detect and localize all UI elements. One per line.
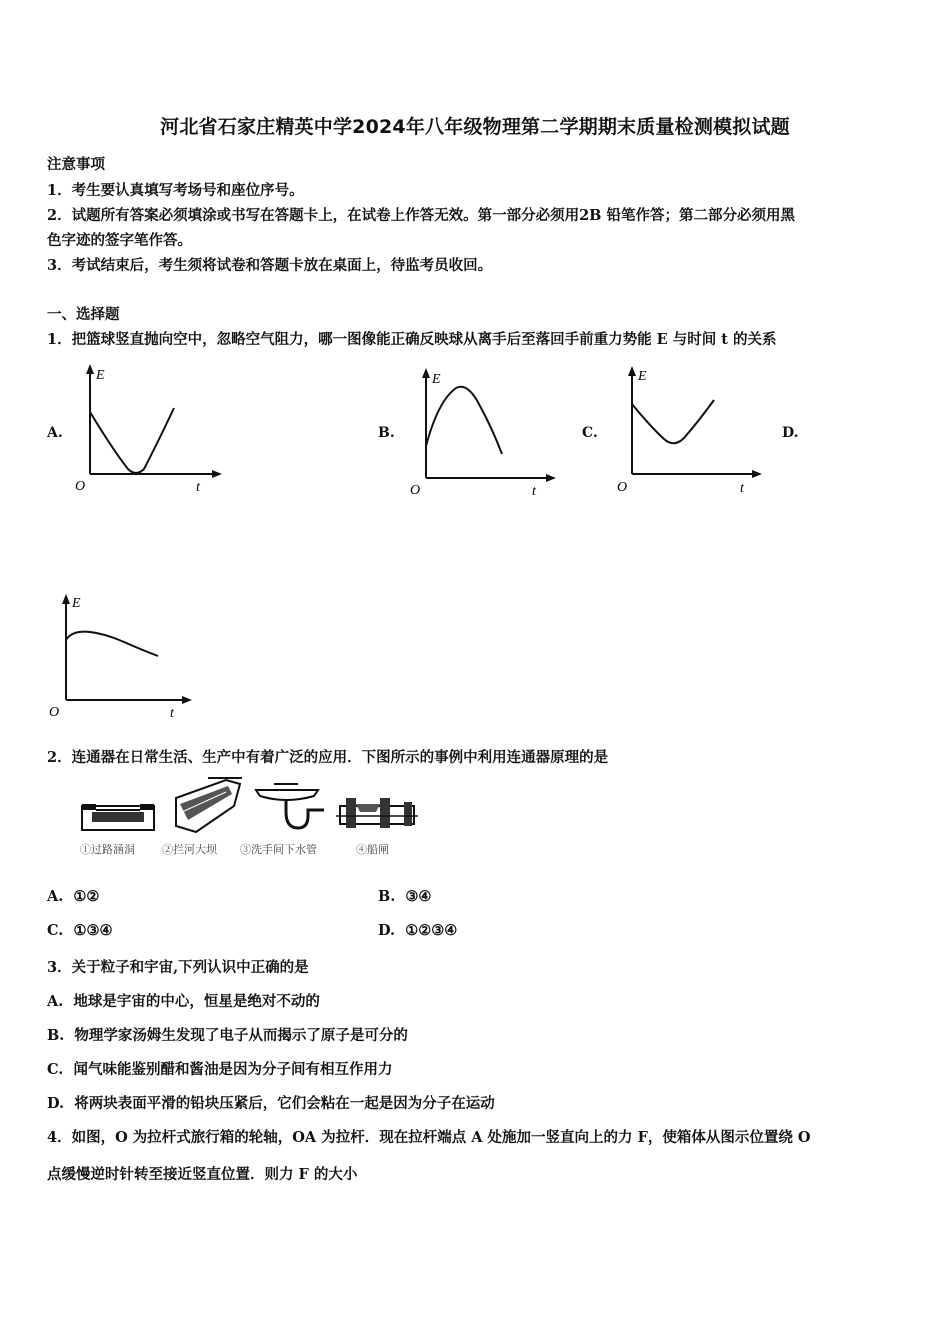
caption-culvert: ①过路涵洞 xyxy=(80,843,135,856)
option-letter: C. xyxy=(47,1061,64,1078)
axis-label-t: t xyxy=(170,706,174,721)
q2-option-b xyxy=(378,888,431,905)
graph-c xyxy=(610,364,770,499)
culvert-picture xyxy=(82,804,154,830)
q2-option-c xyxy=(47,922,112,939)
option-text: ③④ xyxy=(405,888,432,905)
option-letter: D. xyxy=(378,922,396,939)
graph-d xyxy=(44,592,204,722)
origin-label: O xyxy=(75,479,86,494)
axis-label-e: E xyxy=(432,372,441,387)
option-text: ①② xyxy=(73,888,100,905)
option-letter: B. xyxy=(378,888,396,905)
option-text: 物理学家汤姆生发现了电子从而揭示了原子是可分的 xyxy=(74,1027,408,1044)
caption-dam: ②拦河大坝 xyxy=(162,843,217,856)
page-title: 河北省石家庄精英中学2024年八年级物理第二学期期末质量检测模拟试题 xyxy=(160,116,790,138)
question-1: 1．把篮球竖直抛向空中，忽略空气阻力，哪一图像能正确反映球从离手后至落回手前重力势能 E 与时间 t 的关系 xyxy=(47,331,777,348)
question-3: 3．关于粒子和宇宙,下列认识中正确的是 xyxy=(47,959,309,976)
q2-option-d xyxy=(378,922,457,939)
section-heading: 一、选择题 xyxy=(47,306,120,323)
origin-label: O xyxy=(49,705,60,720)
graph-b xyxy=(404,366,564,501)
option-text: 将两块表面平滑的铅块压紧后，它们会粘在一起是因为分子在运动 xyxy=(74,1095,495,1112)
q2-illustrations xyxy=(78,776,423,842)
q2-option-a xyxy=(47,888,99,905)
axis-label-e: E xyxy=(96,368,105,383)
origin-label: O xyxy=(410,483,421,498)
ship-lock-picture xyxy=(336,798,418,828)
q1-option-c-label: C. xyxy=(582,425,598,441)
q3-option-a xyxy=(47,990,320,1011)
option-letter: C. xyxy=(47,922,64,939)
q3-option-d xyxy=(47,1092,495,1113)
axis-label-t: t xyxy=(196,480,200,495)
q3-option-b xyxy=(47,1024,408,1045)
option-text: ①②③④ xyxy=(405,922,458,939)
option-letter: A. xyxy=(47,993,64,1010)
question-2: 2．连通器在日常生活、生产中有着广泛的应用．下图所示的事例中利用连通器原理的是 xyxy=(47,749,609,766)
q3-option-c xyxy=(47,1058,392,1079)
option-text: 地球是宇宙的中心，恒星是绝对不动的 xyxy=(73,993,320,1010)
option-letter: B. xyxy=(47,1027,65,1044)
option-text: ①③④ xyxy=(73,922,113,939)
option-letter: D. xyxy=(47,1095,65,1112)
option-letter: A. xyxy=(47,888,64,905)
q1-option-b-label: B. xyxy=(378,425,395,441)
axis-label-e: E xyxy=(72,596,81,611)
caption-sink-drain: ③洗手间下水管 xyxy=(240,843,317,856)
notice-item: 1．考生要认真填写考场号和座位序号。 xyxy=(47,182,304,199)
q1-option-d-label: D. xyxy=(782,425,799,441)
question-4-line-2: 点缓慢逆时针转至接近竖直位置．则力 F 的大小 xyxy=(47,1166,358,1183)
option-text: 闻气味能鉴别醋和酱油是因为分子间有相互作用力 xyxy=(73,1061,393,1078)
notice-heading: 注意事项 xyxy=(47,156,105,173)
axis-label-t: t xyxy=(532,484,536,499)
axis-label-t: t xyxy=(740,481,744,496)
sink-drain-picture xyxy=(256,784,324,828)
question-4-line-1: 4．如图，O 为拉杆式旅行箱的轮轴，OA 为拉杆．现在拉杆端点 A 处施加一竖直向上的力 F，使箱体从图示位置绕 O xyxy=(47,1129,811,1146)
graph-a xyxy=(68,362,228,497)
axis-label-e: E xyxy=(638,369,647,384)
notice-item: 3．考试结束后，考生须将试卷和答题卡放在桌面上，待监考员收回。 xyxy=(47,257,493,274)
dam-picture xyxy=(176,778,242,832)
q1-option-a-label: A. xyxy=(47,425,63,441)
caption-ship-lock: ④船闸 xyxy=(356,843,389,856)
notice-item: 色字迹的签字笔作答。 xyxy=(47,232,192,249)
origin-label: O xyxy=(617,480,628,495)
notice-item: 2．试题所有答案必须填涂或书写在答题卡上，在试卷上作答无效。第一部分必须用2B 铅笔作答；第二部分必须用黑 xyxy=(47,207,795,224)
